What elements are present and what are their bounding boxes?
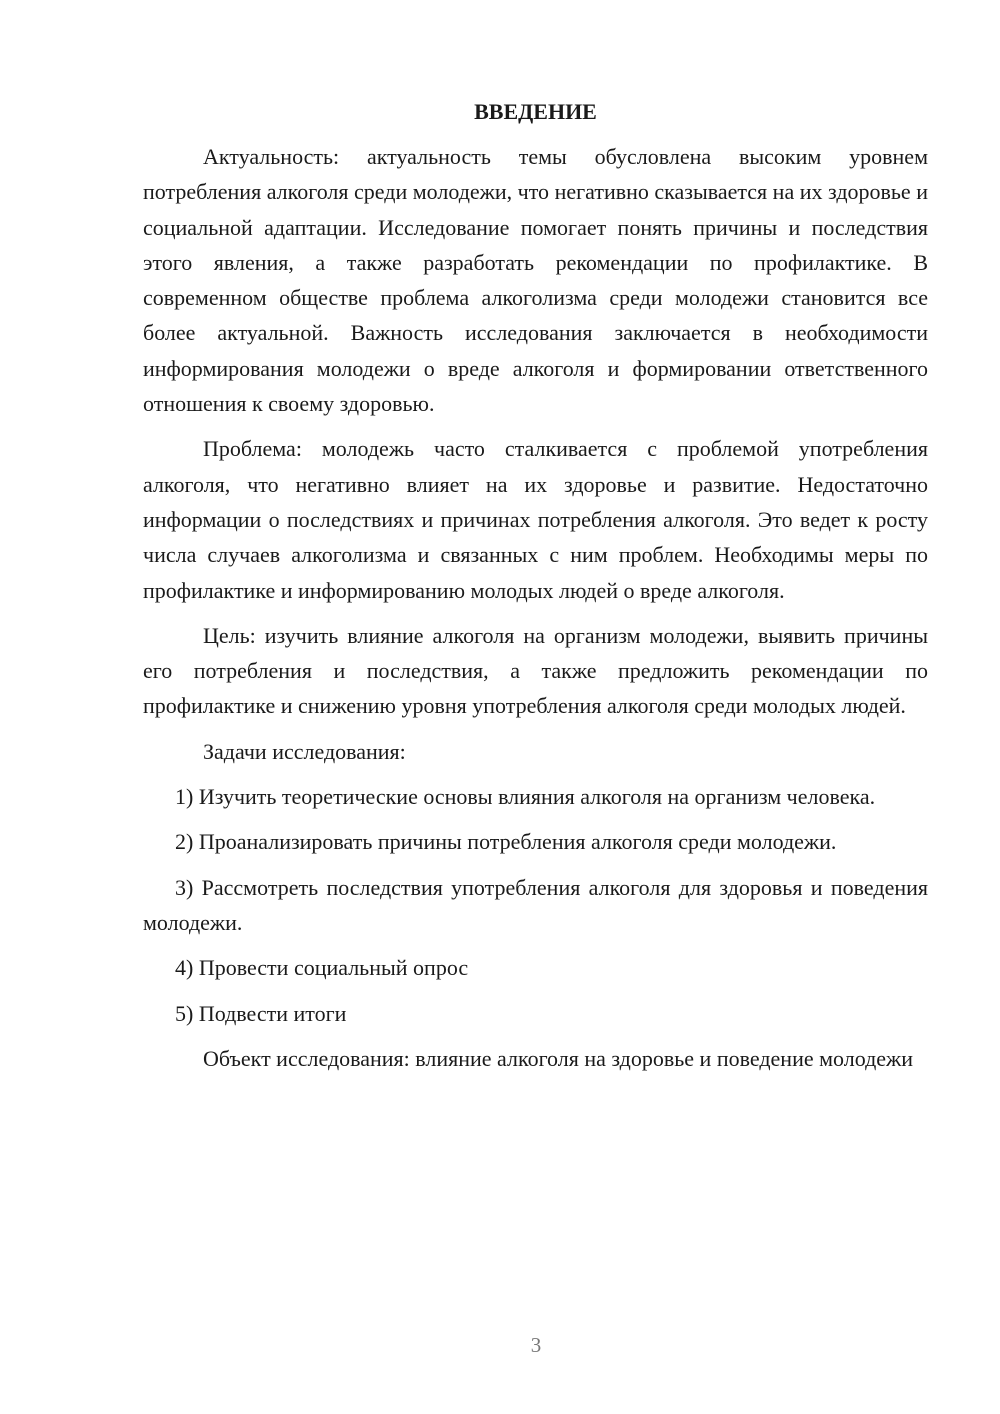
- paragraph-relevance: Актуальность: актуальность темы обусловлена высоким уровнем потребления алкоголя среди молодежи, что негативно сказывается на их здоровье и социальной адаптации. Исследование помогает понять причины и последствия этого явления, а также разработать рекомендации по профилактике. В современном обществе проблема алкоголизма среди молодежи становится все более актуальной. Важность исследования заключается в необходимости информирования молодежи о вреде алкоголя и формировании ответственного отношения к своему здоровью.: [143, 144, 928, 417]
- page-number: 3: [530, 1333, 542, 1357]
- task-item-3: 3) Рассмотреть последствия употребления алкоголя для здоровья и поведения молодежи.: [143, 874, 928, 935]
- tasks-heading: Задачи исследования:: [203, 738, 406, 764]
- paragraph-object: Объект исследования: влияние алкоголя на здоровье и поведение молодежи: [203, 1045, 914, 1071]
- paragraph-problem: Проблема: молодежь часто сталкивается с проблемой употребления алкоголя, что негативно влияет на их здоровье и развитие. Недостаточно информации о последствиях и причинах потребления алкоголя. Это ведет к росту числа случаев алкоголизма и связанных с ним проблем. Необходимы меры по профилактике и информированию молодых людей о вреде алкоголя.: [143, 436, 928, 603]
- task-item-2: 2) Проанализировать причины потребления алкоголя среди молодежи.: [175, 829, 837, 855]
- section-title: ВВЕДЕНИЕ: [474, 99, 597, 124]
- paragraph-goal: Цель: изучить влияние алкоголя на организм молодежи, выявить причины его потребления и последствия, а также предложить рекомендации по профилактике и снижению уровня употребления алкоголя среди молодых людей.: [143, 622, 928, 719]
- task-item-4: 4) Провести социальный опрос: [175, 955, 469, 981]
- task-item-1: 1) Изучить теоретические основы влияния алкоголя на организм человека.: [175, 784, 876, 810]
- task-item-5: 5) Подвести итоги: [175, 1000, 347, 1026]
- document-page: [143, 94, 928, 1076]
